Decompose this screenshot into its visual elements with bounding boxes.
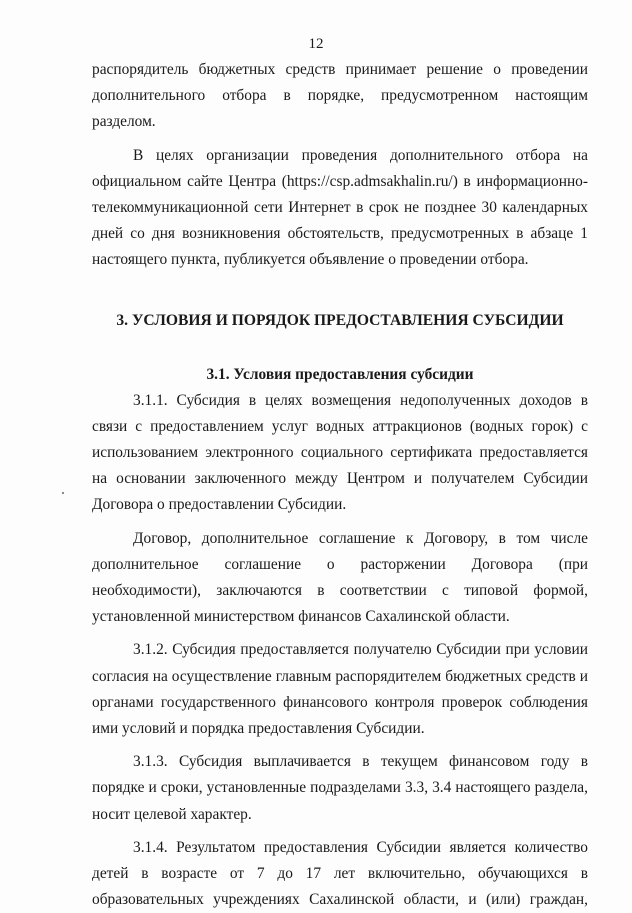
paragraph: В целях организации проведения дополнительного отбора на официальном сайте Центра (https://csp.admsakhalin.ru/) в информационно-телекоммуникационной сети Интернет в срок не позднее 30 календарных дней со дня возникновения обстоятельств, предусмотренных в абзаце 1 настоящего пункта, публикуется объявление о проведении отбора. [92, 146, 588, 269]
paragraph: распорядитель бюджетных средств принимает решение о проведении дополнительного отбора в порядке, предусмотренном настоящим разделом. [92, 61, 588, 131]
section-heading: 3. УСЛОВИЯ И ПОРЯДОК ПРЕДОСТАВЛЕНИЯ СУБСИДИИ [116, 311, 564, 329]
paragraph: 3.1.1. Субсидия в целях возмещения недополученных доходов в связи с предоставлением услуг водных аттракционов (водных горок) с использованием электронного социального сертификата предоставляется на основании заключенного между Центром и получателем Субсидии Договора о предоставлении Субсидии. [92, 391, 588, 514]
document-body [92, 57, 588, 913]
subsection-heading: 3.1. Условия предоставления субсидии [206, 365, 474, 383]
page-number: 12 [308, 36, 324, 52]
scan-speck [62, 492, 64, 494]
paragraph: 3.1.3. Субсидия выплачивается в текущем финансовом году в порядке и сроки, установленные подразделами 3.3, 3.4 настоящего раздела, носит целевой характер. [92, 753, 588, 823]
paragraph: 3.1.2. Субсидия предоставляется получателю Субсидии при условии согласия на осуществление главным распорядителем бюджетных средств и органами государственного финансового контроля проверок соблюдения ими условий и порядка предоставления Субсидии. [92, 641, 588, 738]
paragraph: 3.1.4. Результатом предоставления Субсидии является количество детей в возрасте от 7 до 17 лет включительно, обучающихся в образовательных учреждениях Сахалинской области, и (или) граждан, [92, 838, 588, 909]
paragraph: Договор, дополнительное соглашение к Договору, в том числе дополнительное соглашение о расторжении Договора (при необходимости), заключаются в соответствии с типовой формой, установленной министерством финансов Сахалинской области. [92, 529, 588, 626]
